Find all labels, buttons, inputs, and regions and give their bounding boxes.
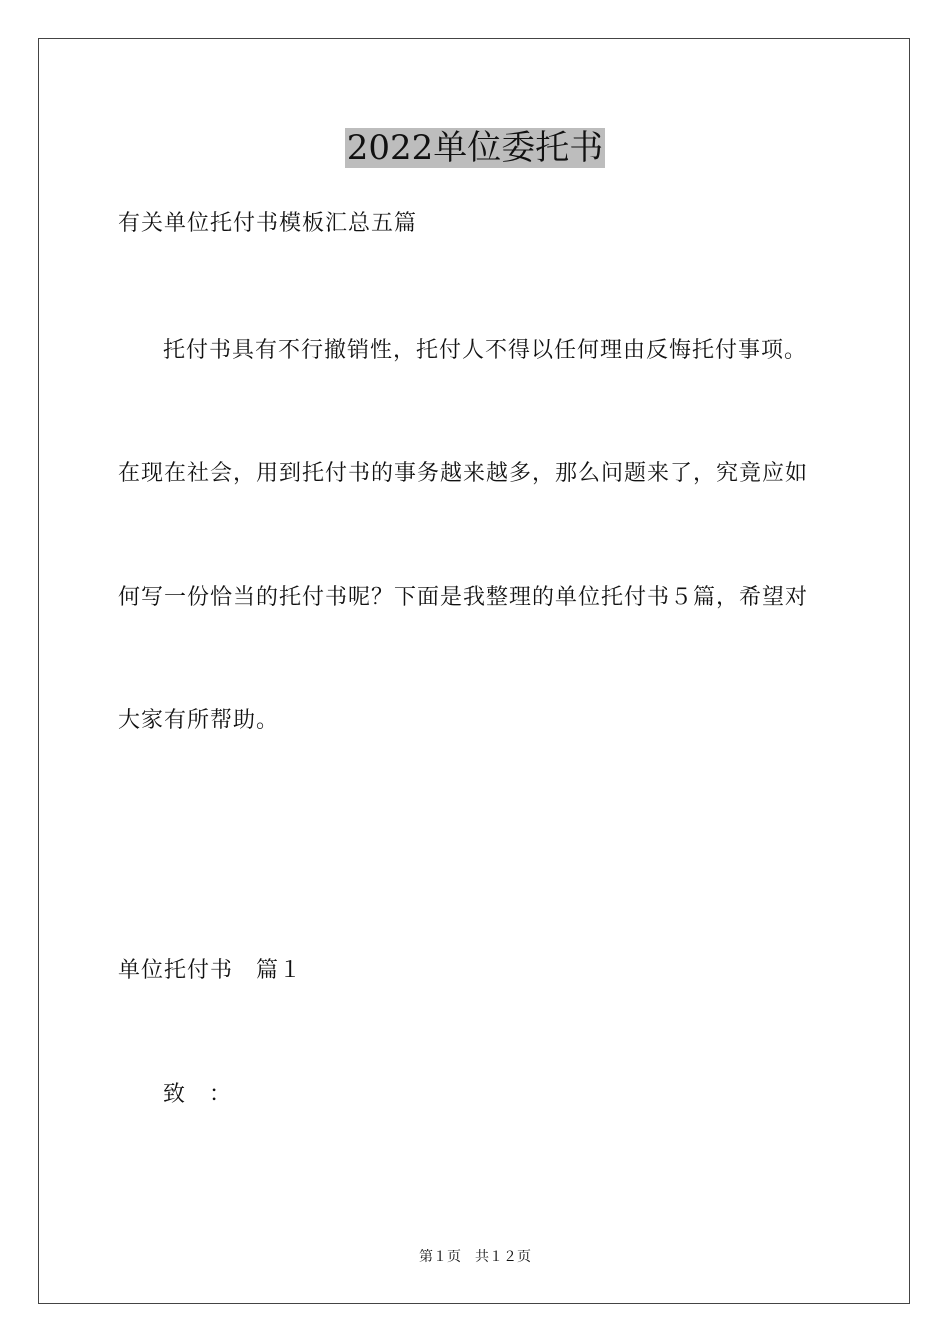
paragraph-line: 托付书具有不行撤销性，托付人不得以任何理由反悔托付事项。 <box>163 338 808 363</box>
paragraph-line: 大家有所帮助。 <box>118 708 280 733</box>
document-title <box>0 126 950 170</box>
document-subtitle: 有关单位托付书模板汇总五篇 <box>118 211 418 236</box>
document-title-text: 2022单位委托书 <box>346 128 604 168</box>
section-heading: 单位托付书 篇１ <box>118 958 303 983</box>
salutation: 致 ： <box>163 1082 233 1107</box>
paragraph-line: 在现在社会，用到托付书的事务越来越多，那么问题来了，究竟应如 <box>118 461 809 486</box>
page-footer: 第１页 共１２页 <box>419 1249 531 1265</box>
paragraph-line: 何写一份恰当的托付书呢？下面是我整理的单位托付书５篇，希望对 <box>118 585 809 610</box>
